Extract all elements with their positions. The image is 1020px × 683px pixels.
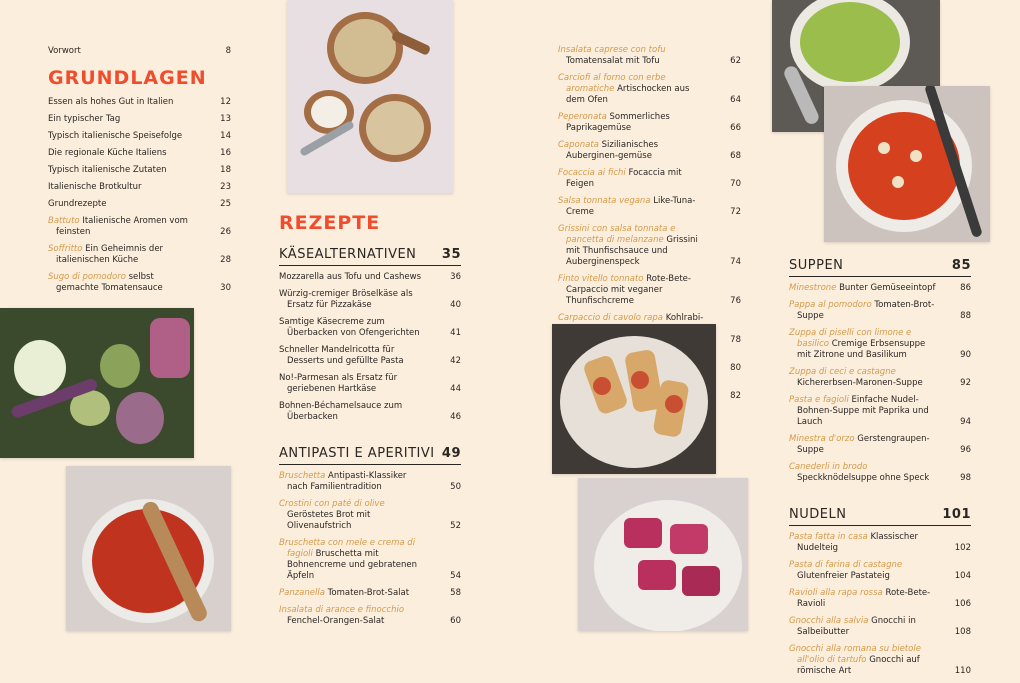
toc-entry[interactable] [279, 471, 461, 493]
section-entries [789, 283, 971, 484]
entry-description: Tomaten-Brot-Suppe [797, 300, 935, 321]
entry-description: Klassischer Nudelteig [797, 532, 919, 553]
toc-entry[interactable] [48, 216, 231, 238]
bowls-illustration [287, 0, 453, 193]
entry-italian-title: Soffritto [48, 244, 83, 254]
bean-soup-illustration [824, 86, 990, 242]
entry-description: Samtige Käsecreme zum Überbacken von Ofengerichten [279, 317, 420, 338]
entry-italian-title: Bruschetta [279, 471, 326, 481]
section-page-number: 85 [951, 258, 971, 273]
entry-italian-title: Salsa tonnata vegana [558, 196, 651, 206]
page-number: 30 [220, 283, 231, 293]
toc-entry[interactable] [558, 274, 741, 307]
entry-description: Bruschetta mit Bohnencreme und gebratenen Äpfeln [287, 549, 418, 581]
toc-entry[interactable] [48, 114, 231, 125]
entry-description: Italienische Brotkultur [48, 182, 142, 192]
entry-text [279, 538, 427, 582]
photo-tomato-sauce [66, 466, 231, 631]
page-number: 62 [730, 56, 741, 66]
toc-entry[interactable] [279, 538, 461, 582]
section-title: ANTIPASTI E APERITIVI [279, 446, 435, 461]
page-number: 90 [960, 350, 971, 360]
page-number: 108 [954, 627, 971, 637]
photo-vegetables [0, 308, 194, 458]
page-number: 36 [450, 272, 461, 282]
page-number: 70 [730, 179, 741, 189]
section-suppen [789, 258, 971, 484]
section-page-number: 101 [942, 507, 971, 522]
entry-description: Typisch italienische Speisefolge [48, 131, 183, 141]
page-number: 40 [450, 300, 461, 310]
toc-entry[interactable] [48, 131, 231, 142]
entry-text [279, 373, 427, 395]
section-heading[interactable] [789, 258, 971, 277]
entry-text [279, 588, 427, 599]
toc-entry[interactable] [279, 588, 461, 599]
entry-text [789, 560, 937, 582]
entry-italian-title: Pasta fatta in casa [789, 532, 868, 542]
entry-description: Bunter Gemüseeintopf [839, 283, 936, 293]
toc-entry[interactable] [789, 462, 971, 484]
toc-entry[interactable] [48, 97, 231, 108]
entry-text [558, 196, 707, 218]
heading-rezepte: REZEPTE [279, 212, 381, 234]
entry-italian-title: Carpaccio di cavolo rapa [558, 313, 663, 323]
entry-description: Ein typischer Tag [48, 114, 121, 124]
toc-entry[interactable] [48, 199, 231, 210]
toc-entry-vorwort[interactable] [48, 46, 231, 57]
page-number: 60 [450, 616, 461, 626]
entry-text [789, 588, 937, 610]
entry-text [789, 644, 937, 677]
photo-bowls-of-crumbs [287, 0, 453, 193]
entry-description: Sommerliches Paprikagemüse [566, 112, 670, 133]
toc-entry[interactable] [789, 644, 971, 677]
entry-italian-title: Zuppa di ceci e castagne [789, 367, 896, 377]
entry-description: Essen als hohes Gut in Italien [48, 97, 174, 107]
page-number: 28 [220, 255, 231, 265]
page-number: 64 [730, 95, 741, 105]
entry-text [48, 272, 197, 294]
entry-description: Die regionale Küche Italiens [48, 148, 167, 158]
entry-text [789, 462, 937, 484]
entry-text [789, 300, 937, 322]
entry-italian-title: Insalata di arance e finocchio [279, 605, 405, 615]
page-number: 26 [220, 227, 231, 237]
entry-text [279, 317, 427, 339]
entry-italian-title: Minestrone [789, 283, 837, 293]
entry-text [48, 199, 197, 210]
entry-text [789, 434, 937, 456]
entry-italian-title: Gnocchi alla romana su bietole all'olio di tartufo [789, 644, 921, 665]
page-number: 8 [225, 46, 231, 56]
toc-entry[interactable] [789, 283, 971, 294]
page-number: 96 [960, 445, 971, 455]
entry-italian-title: Grissini con salsa tonnata e pancetta di melanzane [558, 224, 676, 245]
page-number: 106 [954, 599, 971, 609]
page-number: 88 [960, 311, 971, 321]
page-number: 110 [954, 666, 971, 676]
entry-description: Grundrezepte [48, 199, 107, 209]
bruschetta-illustration [552, 324, 716, 474]
toc-entry[interactable] [279, 401, 461, 423]
entry-description: Artischocken aus dem Ofen [566, 84, 690, 105]
section-heading[interactable] [789, 507, 971, 526]
entry-description: Gnocchi in Salbeibutter [797, 616, 916, 637]
entry-description: Geröstetes Brot mit Olivenaufstrich [287, 510, 371, 531]
section-entries [789, 532, 971, 677]
section-entries [279, 272, 461, 423]
entry-description: Focaccia mit Feigen [566, 168, 682, 189]
section-title: SUPPEN [789, 258, 844, 273]
toc-column-1 [48, 46, 231, 300]
page-number: 58 [450, 588, 461, 598]
entry-italian-title: Carciofi al forno con erbe aromatiche [558, 73, 666, 94]
entry-description: Bohnen-Béchamelsauce zum Überbacken [279, 401, 403, 422]
entry-italian-title: Insalata caprese con tofu [558, 45, 666, 55]
toc-entry[interactable] [279, 272, 461, 283]
entry-text [279, 499, 427, 532]
entry-description: Sizilianisches Auberginen-gemüse [566, 140, 659, 161]
toc-entry[interactable] [558, 140, 741, 162]
entry-description: Grissini mit Thunfischsauce und Auberginenspeck [566, 235, 698, 267]
section-kaesealternativen [279, 247, 461, 423]
page-number: 52 [450, 521, 461, 531]
entry-text [48, 244, 197, 266]
entry-description: Typisch italienische Zutaten [48, 165, 167, 175]
section-heading[interactable] [279, 247, 461, 266]
toc-entry[interactable] [558, 224, 741, 268]
toc-entry[interactable] [48, 165, 231, 176]
entry-italian-title: Sugo di pomodoro [48, 272, 126, 282]
vegetables-illustration [0, 308, 194, 458]
entry-italian-title: Caponata [558, 140, 599, 150]
entry-description: Einfache Nudel-Bohnen-Suppe mit Paprika und Lauch [797, 395, 929, 427]
tomato-sauce-illustration [66, 466, 231, 631]
entry-description: Schneller Mandelricotta für Desserts und gefüllte Pasta [279, 345, 404, 366]
photo-beet-ravioli [578, 478, 748, 631]
page-number: 86 [960, 283, 971, 293]
page-number: 66 [730, 123, 741, 133]
section-antipasti [279, 446, 461, 627]
entry-description: Like-Tuna-Creme [566, 196, 696, 217]
entry-text [279, 401, 427, 423]
entry-description: Fenchel-Orangen-Salat [287, 616, 385, 626]
page-number: 94 [960, 417, 971, 427]
entry-text [558, 140, 707, 162]
entry-text [558, 45, 707, 67]
section-entries [279, 471, 461, 627]
page-number: 41 [450, 328, 461, 338]
page-number: 80 [730, 363, 741, 373]
entry-italian-title: Pasta di farina di castagne [789, 560, 903, 570]
entry-text [789, 616, 937, 638]
entry-text [279, 345, 427, 367]
entry-description: Antipasti-Klassiker nach Familientradition [287, 471, 407, 492]
section-title: NUDELN [789, 507, 847, 522]
photo-bruschetta [552, 324, 716, 474]
toc-entry[interactable] [279, 289, 461, 311]
entry-italian-title: Ravioli alla rapa rossa [789, 588, 883, 598]
entry-description: Ein Geheimnis der italienischen Küche [56, 244, 164, 265]
entry-italian-title: Panzanella [279, 588, 325, 598]
entry-description: Mozzarella aus Tofu und Cashews [279, 272, 422, 282]
page-number: 78 [730, 335, 741, 345]
toc-entry[interactable] [558, 168, 741, 190]
toc-entry[interactable] [558, 196, 741, 218]
page-number: 72 [730, 207, 741, 217]
toc-column-2 [279, 212, 461, 633]
page-number: 74 [730, 257, 741, 267]
entry-italian-title: Pappa al pomodoro [789, 300, 872, 310]
entry-italian-title: Minestra d'orzo [789, 434, 855, 444]
entry-italian-title: Finto vitello tonnato [558, 274, 644, 284]
entry-description: Speckknödelsuppe ohne Speck [797, 473, 930, 483]
toc-entry[interactable] [789, 395, 971, 428]
entry-description: Kohlrabi- [665, 313, 704, 323]
toc-entry[interactable] [279, 499, 461, 532]
entry-italian-title: Bruschetta con mele e crema di fagioli [279, 538, 416, 559]
heading-grundlagen: GRUNDLAGEN [48, 67, 207, 89]
toc-entry[interactable] [558, 112, 741, 134]
toc-entry[interactable] [789, 367, 971, 389]
toc-entry[interactable] [279, 345, 461, 367]
toc-entry[interactable] [789, 588, 971, 610]
page-number: 76 [730, 296, 741, 306]
entry-description: Würzig-cremiger Bröselkäse als Ersatz für Pizzakäse [279, 289, 413, 310]
page-number: 13 [220, 114, 231, 124]
entry-text [558, 112, 707, 134]
entry-text: Vorwort [48, 46, 81, 56]
section-heading[interactable] [279, 446, 461, 465]
toc-entry[interactable] [279, 373, 461, 395]
entry-text [48, 114, 197, 125]
entry-description: Glutenfreier Pastateig [797, 571, 890, 581]
entry-text [279, 605, 427, 627]
section-nudeln [789, 507, 971, 677]
entry-text [48, 182, 197, 193]
toc-entry[interactable] [279, 317, 461, 339]
entry-text [48, 97, 197, 108]
toc-entry[interactable] [789, 616, 971, 638]
page-number: 25 [220, 199, 231, 209]
entry-italian-title: Focaccia ai fichi [558, 168, 626, 178]
page-number: 14 [220, 131, 231, 141]
entry-description: No!-Parmesan als Ersatz für geriebenen Hartkäse [279, 373, 398, 394]
entry-italian-title: Zuppa di piselli con limone e basilico [789, 328, 912, 349]
entry-text [48, 216, 197, 238]
entry-italian-title: Canederli in brodo [789, 462, 868, 472]
toc-entry[interactable] [789, 532, 971, 554]
toc-entry[interactable] [558, 73, 741, 106]
page-number: 42 [450, 356, 461, 366]
page-number: 46 [450, 412, 461, 422]
section-page-number: 49 [441, 446, 461, 461]
page-number: 68 [730, 151, 741, 161]
toc-entry[interactable] [279, 605, 461, 627]
page-number: 23 [220, 182, 231, 192]
entry-description: Italienische Aromen vom feinsten [56, 216, 188, 237]
toc-entry[interactable] [48, 148, 231, 159]
grundlagen-list [48, 97, 231, 294]
entry-text [558, 73, 707, 106]
entry-text [48, 165, 197, 176]
page-number: 104 [954, 571, 971, 581]
page-number: 44 [450, 384, 461, 394]
entry-italian-title: Pasta e fagioli [789, 395, 849, 405]
entry-description: Kichererbsen-Maronen-Suppe [797, 378, 923, 388]
entry-description: Tomatensalat mit Tofu [566, 56, 660, 66]
page-number: 92 [960, 378, 971, 388]
toc-entry[interactable] [48, 272, 231, 294]
page-number: 102 [954, 543, 971, 553]
entry-italian-title: Gnocchi alla salvia [789, 616, 869, 626]
page-number: 82 [730, 391, 741, 401]
page-number: 50 [450, 482, 461, 492]
entry-text [279, 289, 427, 311]
entry-description: Rote-Bete-Carpaccio mit veganer Thunfischcreme [566, 274, 691, 306]
entry-description: Tomaten-Brot-Salat [327, 588, 410, 598]
toc-entry[interactable] [789, 328, 971, 361]
entry-text [48, 148, 197, 159]
toc-entry[interactable] [48, 244, 231, 266]
page-number: 12 [220, 97, 231, 107]
entry-description: selbst gemachte Tomatensauce [56, 272, 163, 293]
entry-text [789, 283, 937, 294]
page-number: 16 [220, 148, 231, 158]
page-number: 18 [220, 165, 231, 175]
entry-description: Rote-Bete-Ravioli [797, 588, 931, 609]
entry-text [789, 532, 937, 554]
toc-entry[interactable] [48, 182, 231, 193]
entry-text [279, 272, 427, 283]
entry-text [48, 131, 197, 142]
entry-text [558, 168, 707, 190]
entry-text [789, 395, 937, 428]
section-page-number: 35 [441, 247, 461, 262]
entry-italian-title: Peperonata [558, 112, 607, 122]
entry-text [789, 367, 937, 389]
entry-text [789, 328, 937, 361]
entry-description: Cremige Erbsensuppe mit Zitrone und Basilikum [797, 339, 926, 360]
entry-text [279, 471, 427, 493]
page-number: 54 [450, 571, 461, 581]
page-number: 98 [960, 473, 971, 483]
section-title: KÄSEALTERNATIVEN [279, 247, 417, 262]
entry-italian-title: Battuto [48, 216, 80, 226]
toc-entry[interactable] [789, 434, 971, 456]
entry-italian-title: Crostini con paté di olive [279, 499, 385, 509]
entry-description: Gerstengraupen-Suppe [797, 434, 930, 455]
entry-description: Gnocchi auf römische Art [797, 655, 920, 676]
toc-entry[interactable] [789, 560, 971, 582]
toc-column-4 [789, 258, 971, 683]
toc-entry[interactable] [558, 45, 741, 67]
entry-text [558, 224, 707, 268]
photo-bean-soup [824, 86, 990, 242]
entry-text [558, 274, 707, 307]
ravioli-illustration [578, 478, 748, 631]
toc-entry[interactable] [789, 300, 971, 322]
